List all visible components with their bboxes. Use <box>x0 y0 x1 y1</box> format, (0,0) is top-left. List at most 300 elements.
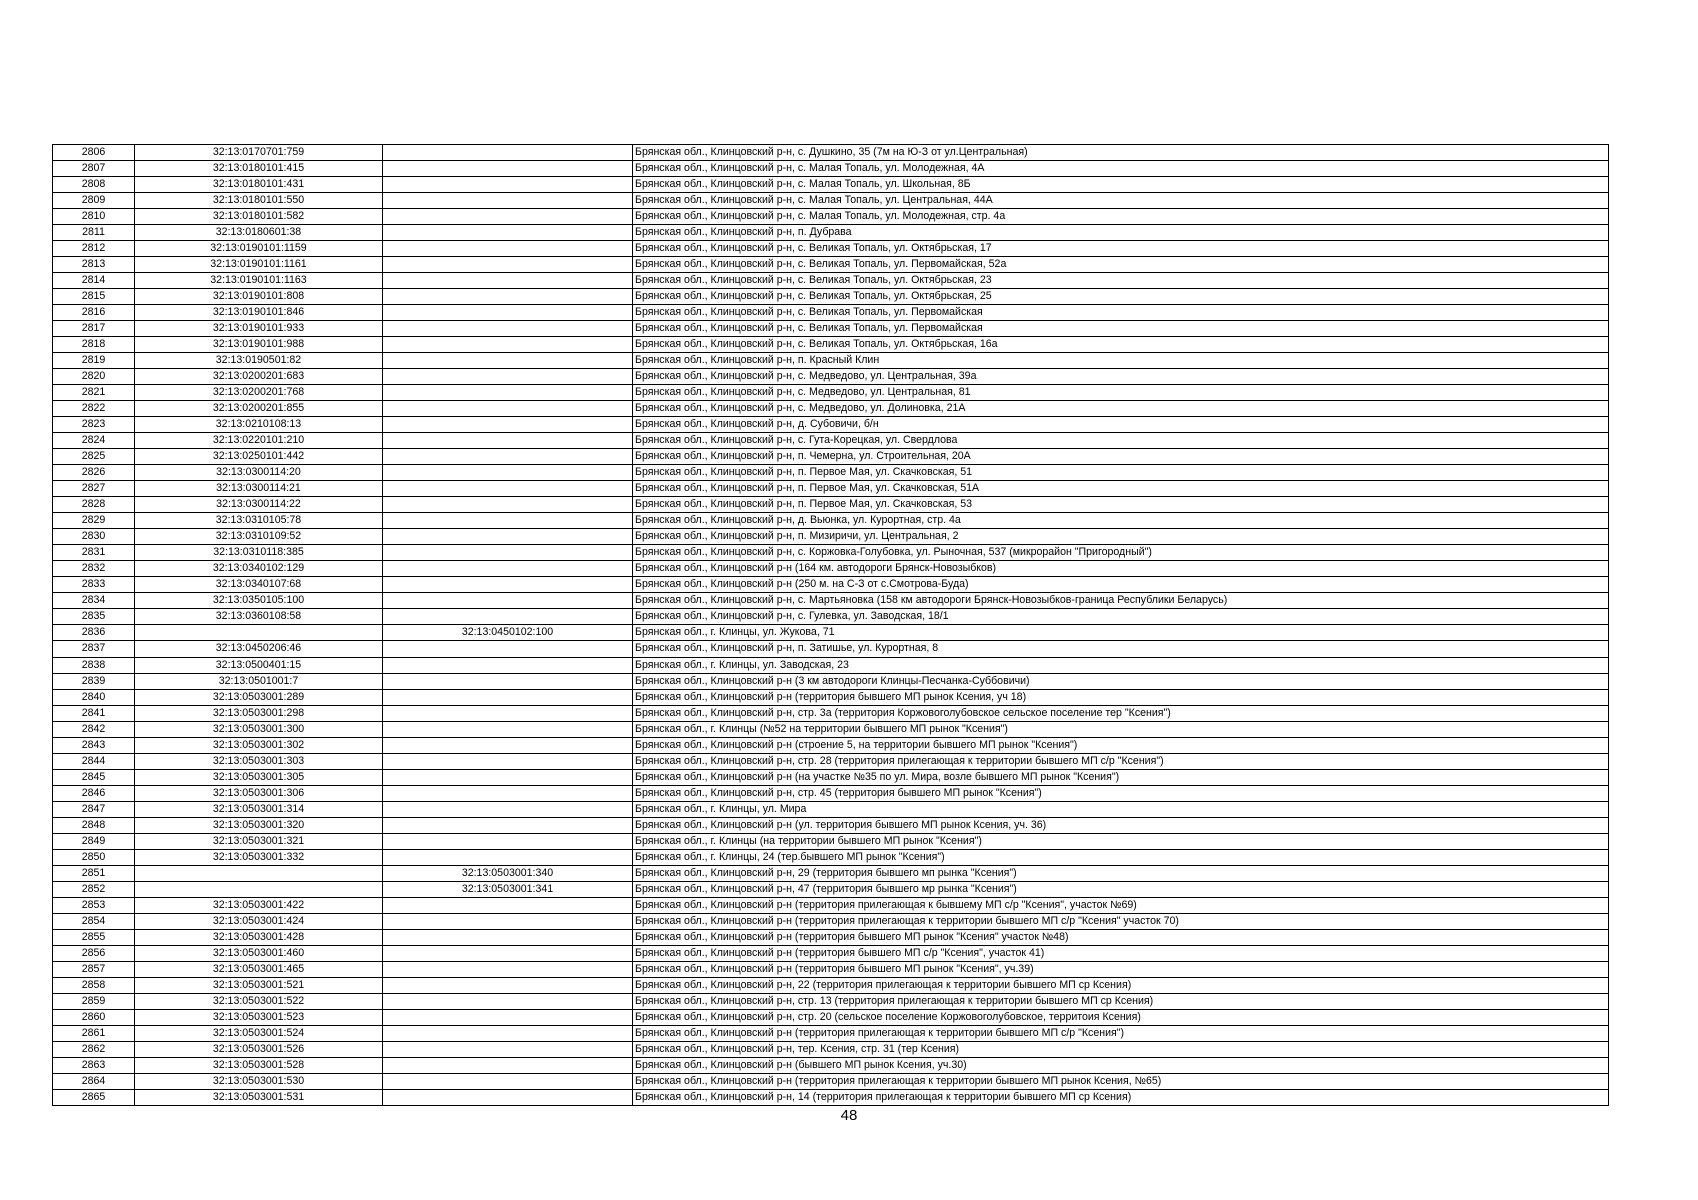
cadastral-number-cell: 32:13:0503001:305 <box>135 769 383 785</box>
cadastral-number-cell: 32:13:0300114:21 <box>135 481 383 497</box>
row-number-cell: 2811 <box>53 225 135 241</box>
address-cell: Брянская обл., Клинцовский р-н (территория бывшего МП с/р "Ксения", участок 41) <box>633 945 1609 961</box>
cadastral-number-alt-cell <box>383 289 633 305</box>
table-row <box>53 689 1609 705</box>
table-row <box>53 753 1609 769</box>
row-number-cell: 2840 <box>53 689 135 705</box>
row-number-cell: 2863 <box>53 1057 135 1073</box>
row-number-cell: 2829 <box>53 513 135 529</box>
cadastral-number-cell: 32:13:0503001:298 <box>135 705 383 721</box>
address-cell: Брянская обл., Клинцовский р-н, п. Первое Мая, ул. Скачковская, 51 <box>633 465 1609 481</box>
cadastral-number-alt-cell <box>383 225 633 241</box>
page-number: 48 <box>840 1107 858 1124</box>
table-row <box>53 177 1609 193</box>
row-number-cell: 2826 <box>53 465 135 481</box>
row-number-cell: 2849 <box>53 833 135 849</box>
row-number-cell: 2862 <box>53 1041 135 1057</box>
cadastral-number-alt-cell <box>383 1025 633 1041</box>
cadastral-number-alt-cell <box>383 657 633 673</box>
table-row <box>53 321 1609 337</box>
row-number-cell: 2843 <box>53 737 135 753</box>
address-cell: Брянская обл., Клинцовский р-н, стр. 45 (территория бывшего МП рынок "Ксения") <box>633 785 1609 801</box>
cadastral-number-alt-cell <box>383 1073 633 1089</box>
row-number-cell: 2865 <box>53 1089 135 1105</box>
cadastral-number-alt-cell <box>383 193 633 209</box>
cadastral-number-cell: 32:13:0300114:20 <box>135 465 383 481</box>
row-number-cell: 2838 <box>53 657 135 673</box>
table-row <box>53 833 1609 849</box>
cadastral-number-cell: 32:13:0300114:22 <box>135 497 383 513</box>
cadastral-number-cell: 32:13:0180101:550 <box>135 193 383 209</box>
cadastral-number-alt-cell <box>383 705 633 721</box>
cadastral-number-cell: 32:13:0503001:530 <box>135 1073 383 1089</box>
address-cell: Брянская обл., Клинцовский р-н, с. Великая Топаль, ул. Первомайская <box>633 321 1609 337</box>
row-number-cell: 2850 <box>53 849 135 865</box>
row-number-cell: 2817 <box>53 321 135 337</box>
cadastral-number-cell: 32:13:0210108:13 <box>135 417 383 433</box>
row-number-cell: 2853 <box>53 897 135 913</box>
cadastral-number-alt-cell <box>383 449 633 465</box>
table-row <box>53 209 1609 225</box>
address-cell: Брянская обл., Клинцовский р-н, с. Медведово, ул. Центральная, 81 <box>633 385 1609 401</box>
address-cell: Брянская обл., Клинцовский р-н, с. Малая Топаль, ул. Молодежная, 4А <box>633 161 1609 177</box>
address-cell: Брянская обл., Клинцовский р-н, п. Красный Клин <box>633 353 1609 369</box>
cadastral-number-alt-cell <box>383 209 633 225</box>
cadastral-number-alt-cell: 32:13:0503001:341 <box>383 881 633 897</box>
table-row <box>53 561 1609 577</box>
address-cell: Брянская обл., Клинцовский р-н, с. Великая Топаль, ул. Первомайская <box>633 305 1609 321</box>
cadastral-number-cell: 32:13:0190101:988 <box>135 337 383 353</box>
address-cell: Брянская обл., Клинцовский р-н, п. Первое Мая, ул. Скачковская, 53 <box>633 497 1609 513</box>
cadastral-number-alt-cell <box>383 769 633 785</box>
cadastral-number-alt-cell <box>383 673 633 689</box>
cadastral-number-cell: 32:13:0200201:855 <box>135 401 383 417</box>
address-cell: Брянская обл., г. Клинцы (№52 на территории бывшего МП рынок "Ксения") <box>633 721 1609 737</box>
cadastral-number-alt-cell <box>383 753 633 769</box>
cadastral-number-cell: 32:13:0180101:431 <box>135 177 383 193</box>
cadastral-number-cell: 32:13:0503001:460 <box>135 945 383 961</box>
address-cell: Брянская обл., Клинцовский р-н, стр. 3а (территория Коржовоголубовское сельское поселение тер "Ксения") <box>633 705 1609 721</box>
row-number-cell: 2825 <box>53 449 135 465</box>
table-row <box>53 1041 1609 1057</box>
address-cell: Брянская обл., Клинцовский р-н, стр. 20 (сельское поселение Коржовоголубовское, территоия Ксения) <box>633 1009 1609 1025</box>
cadastral-number-cell: 32:13:0503001:321 <box>135 833 383 849</box>
table-row <box>53 449 1609 465</box>
address-cell: Брянская обл., Клинцовский р-н, д. Субовичи, б/н <box>633 417 1609 433</box>
address-cell: Брянская обл., Клинцовский р-н, с. Медведово, ул. Центральная, 39а <box>633 369 1609 385</box>
table-row <box>53 897 1609 913</box>
cadastral-number-alt-cell <box>383 1041 633 1057</box>
cadastral-number-cell: 32:13:0310109:52 <box>135 529 383 545</box>
cadastral-number-alt-cell <box>383 609 633 625</box>
address-cell: Брянская обл., г. Клинцы, ул. Жукова, 71 <box>633 625 1609 641</box>
cadastral-number-alt-cell <box>383 465 633 481</box>
cadastral-number-alt-cell <box>383 273 633 289</box>
cadastral-number-alt-cell <box>383 513 633 529</box>
register-table-body <box>53 145 1609 1106</box>
cadastral-number-alt-cell <box>383 801 633 817</box>
cadastral-number-alt-cell: 32:13:0450102:100 <box>383 625 633 641</box>
cadastral-number-cell: 32:13:0503001:424 <box>135 913 383 929</box>
address-cell: Брянская обл., Клинцовский р-н, 47 (территория бывшего мр рынка "Ксения") <box>633 881 1609 897</box>
cadastral-number-cell: 32:13:0310105:78 <box>135 513 383 529</box>
cadastral-number-cell: 32:13:0180101:582 <box>135 209 383 225</box>
address-cell: Брянская обл., Клинцовский р-н (территория прилегающая к территории бывшего МП рынок Ксения, №65) <box>633 1073 1609 1089</box>
address-cell: Брянская обл., Клинцовский р-н, стр. 13 (территория прилегающая к территории бывшего МП ср Ксения) <box>633 993 1609 1009</box>
row-number-cell: 2852 <box>53 881 135 897</box>
cadastral-number-alt-cell <box>383 929 633 945</box>
address-cell: Брянская обл., Клинцовский р-н, с. Коржовка-Голубовка, ул. Рыночная, 537 (микрорайон "Пригородный") <box>633 545 1609 561</box>
table-row <box>53 817 1609 833</box>
table-row <box>53 337 1609 353</box>
row-number-cell: 2836 <box>53 625 135 641</box>
table-row <box>53 609 1609 625</box>
row-number-cell: 2806 <box>53 145 135 161</box>
cadastral-number-cell: 32:13:0503001:306 <box>135 785 383 801</box>
row-number-cell: 2831 <box>53 545 135 561</box>
row-number-cell: 2855 <box>53 929 135 945</box>
cadastral-number-cell: 32:13:0190101:846 <box>135 305 383 321</box>
cadastral-number-alt-cell <box>383 1009 633 1025</box>
table-row <box>53 257 1609 273</box>
address-cell: Брянская обл., г. Клинцы, 24 (тер.бывшего МП рынок "Ксения") <box>633 849 1609 865</box>
row-number-cell: 2821 <box>53 385 135 401</box>
address-cell: Брянская обл., Клинцовский р-н (строение 5, на территории бывшего МП рынок "Ксения") <box>633 737 1609 753</box>
row-number-cell: 2835 <box>53 609 135 625</box>
cadastral-number-alt-cell <box>383 817 633 833</box>
cadastral-number-cell: 32:13:0500401:15 <box>135 657 383 673</box>
cadastral-number-alt-cell <box>383 833 633 849</box>
row-number-cell: 2818 <box>53 337 135 353</box>
table-row <box>53 481 1609 497</box>
cadastral-number-cell: 32:13:0200201:768 <box>135 385 383 401</box>
row-number-cell: 2816 <box>53 305 135 321</box>
cadastral-number-cell: 32:13:0340102:129 <box>135 561 383 577</box>
cadastral-number-cell: 32:13:0503001:522 <box>135 993 383 1009</box>
table-row <box>53 433 1609 449</box>
row-number-cell: 2837 <box>53 641 135 657</box>
address-cell: Брянская обл., Клинцовский р-н, с. Душкино, 35 (7м на Ю-З от ул.Центральная) <box>633 145 1609 161</box>
row-number-cell: 2820 <box>53 369 135 385</box>
cadastral-number-alt-cell <box>383 945 633 961</box>
cadastral-number-alt-cell <box>383 177 633 193</box>
table-row <box>53 913 1609 929</box>
cadastral-number-cell: 32:13:0190101:808 <box>135 289 383 305</box>
address-cell: Брянская обл., Клинцовский р-н, с. Мартьяновка (158 км автодороги Брянск-Новозыбков-граница Республики Беларусь) <box>633 593 1609 609</box>
row-number-cell: 2844 <box>53 753 135 769</box>
address-cell: Брянская обл., Клинцовский р-н (территория бывшего МП рынок Ксения, уч 18) <box>633 689 1609 705</box>
table-row <box>53 529 1609 545</box>
row-number-cell: 2807 <box>53 161 135 177</box>
cadastral-number-cell: 32:13:0503001:332 <box>135 849 383 865</box>
cadastral-number-cell: 32:13:0170701:759 <box>135 145 383 161</box>
table-row <box>53 369 1609 385</box>
table-row <box>53 1089 1609 1105</box>
table-row <box>53 1073 1609 1089</box>
table-row <box>53 353 1609 369</box>
cadastral-number-cell <box>135 865 383 881</box>
table-row <box>53 289 1609 305</box>
cadastral-number-cell: 32:13:0250101:442 <box>135 449 383 465</box>
cadastral-number-alt-cell <box>383 305 633 321</box>
row-number-cell: 2823 <box>53 417 135 433</box>
cadastral-number-cell: 32:13:0503001:524 <box>135 1025 383 1041</box>
row-number-cell: 2830 <box>53 529 135 545</box>
row-number-cell: 2857 <box>53 961 135 977</box>
table-row <box>53 385 1609 401</box>
row-number-cell: 2839 <box>53 673 135 689</box>
table-row <box>53 593 1609 609</box>
address-cell: Брянская обл., Клинцовский р-н, с. Великая Топаль, ул. Октябрьская, 25 <box>633 289 1609 305</box>
table-row <box>53 465 1609 481</box>
address-cell: Брянская обл., Клинцовский р-н (3 км автодороги Клинцы-Песчанка-Суббовичи) <box>633 673 1609 689</box>
address-cell: Брянская обл., г. Клинцы, ул. Заводская, 23 <box>633 657 1609 673</box>
cadastral-number-cell: 32:13:0503001:465 <box>135 961 383 977</box>
row-number-cell: 2847 <box>53 801 135 817</box>
cadastral-number-alt-cell <box>383 257 633 273</box>
cadastral-number-alt-cell <box>383 993 633 1009</box>
cadastral-number-cell: 32:13:0503001:289 <box>135 689 383 705</box>
table-row <box>53 417 1609 433</box>
address-cell: Брянская обл., Клинцовский р-н (ул. территория бывшего МП рынок Ксения, уч. 36) <box>633 817 1609 833</box>
table-row <box>53 577 1609 593</box>
table-row <box>53 1009 1609 1025</box>
cadastral-number-cell <box>135 881 383 897</box>
address-cell: Брянская обл., Клинцовский р-н, п. Затишье, ул. Курортная, 8 <box>633 641 1609 657</box>
address-cell: Брянская обл., Клинцовский р-н, п. Первое Мая, ул. Скачковская, 51А <box>633 481 1609 497</box>
cadastral-number-alt-cell <box>383 529 633 545</box>
cadastral-number-cell: 32:13:0180101:415 <box>135 161 383 177</box>
row-number-cell: 2808 <box>53 177 135 193</box>
address-cell: Брянская обл., Клинцовский р-н, с. Малая Топаль, ул. Центральная, 44А <box>633 193 1609 209</box>
row-number-cell: 2848 <box>53 817 135 833</box>
cadastral-number-alt-cell <box>383 577 633 593</box>
table-row <box>53 865 1609 881</box>
cadastral-number-alt-cell <box>383 689 633 705</box>
cadastral-number-alt-cell <box>383 433 633 449</box>
cadastral-number-alt-cell <box>383 545 633 561</box>
register-table <box>52 144 1609 1106</box>
address-cell: Брянская обл., Клинцовский р-н, 22 (территория прилегающая к территории бывшего МП ср Ксения) <box>633 977 1609 993</box>
cadastral-number-cell: 32:13:0360108:58 <box>135 609 383 625</box>
table-row <box>53 161 1609 177</box>
cadastral-number-alt-cell <box>383 353 633 369</box>
address-cell: Брянская обл., Клинцовский р-н, с. Гулевка, ул. Заводская, 18/1 <box>633 609 1609 625</box>
table-row <box>53 241 1609 257</box>
cadastral-number-cell: 32:13:0190101:933 <box>135 321 383 337</box>
table-row <box>53 945 1609 961</box>
table-row <box>53 545 1609 561</box>
cadastral-number-cell: 32:13:0503001:320 <box>135 817 383 833</box>
cadastral-number-alt-cell <box>383 401 633 417</box>
cadastral-number-alt-cell <box>383 1089 633 1105</box>
cadastral-number-cell: 32:13:0503001:523 <box>135 1009 383 1025</box>
cadastral-number-alt-cell <box>383 481 633 497</box>
cadastral-number-alt-cell <box>383 497 633 513</box>
cadastral-number-alt-cell <box>383 385 633 401</box>
table-row <box>53 993 1609 1009</box>
cadastral-number-alt-cell <box>383 145 633 161</box>
address-cell: Брянская обл., Клинцовский р-н, с. Великая Топаль, ул. Октябрьская, 17 <box>633 241 1609 257</box>
cadastral-number-alt-cell <box>383 737 633 753</box>
cadastral-number-cell: 32:13:0503001:302 <box>135 737 383 753</box>
cadastral-number-alt-cell <box>383 1057 633 1073</box>
cadastral-number-alt-cell <box>383 961 633 977</box>
table-row <box>53 785 1609 801</box>
cadastral-number-cell: 32:13:0190501:82 <box>135 353 383 369</box>
address-cell: Брянская обл., Клинцовский р-н, 29 (территория бывшего мп рынка "Ксения") <box>633 865 1609 881</box>
cadastral-number-cell: 32:13:0503001:422 <box>135 897 383 913</box>
row-number-cell: 2824 <box>53 433 135 449</box>
row-number-cell: 2845 <box>53 769 135 785</box>
table-row <box>53 929 1609 945</box>
address-cell: Брянская обл., Клинцовский р-н (территория бывшего МП рынок "Ксения", уч.39) <box>633 961 1609 977</box>
table-row <box>53 497 1609 513</box>
cadastral-number-alt-cell <box>383 369 633 385</box>
address-cell: Брянская обл., Клинцовский р-н, стр. 28 (территория прилегающая к территории бывшего МП с/р "Ксения") <box>633 753 1609 769</box>
cadastral-number-cell <box>135 625 383 641</box>
cadastral-number-cell: 32:13:0503001:314 <box>135 801 383 817</box>
cadastral-number-alt-cell <box>383 897 633 913</box>
address-cell: Брянская обл., Клинцовский р-н, п. Мизиричи, ул. Центральная, 2 <box>633 529 1609 545</box>
address-cell: Брянская обл., г. Клинцы, ул. Мира <box>633 801 1609 817</box>
cadastral-number-alt-cell <box>383 721 633 737</box>
row-number-cell: 2815 <box>53 289 135 305</box>
row-number-cell: 2846 <box>53 785 135 801</box>
table-row <box>53 849 1609 865</box>
address-cell: Брянская обл., Клинцовский р-н (территория бывшего МП рынок "Ксения" участок №48) <box>633 929 1609 945</box>
cadastral-number-cell: 32:13:0190101:1161 <box>135 257 383 273</box>
cadastral-number-cell: 32:13:0310118:385 <box>135 545 383 561</box>
row-number-cell: 2860 <box>53 1009 135 1025</box>
row-number-cell: 2834 <box>53 593 135 609</box>
table-row <box>53 641 1609 657</box>
table-row <box>53 721 1609 737</box>
row-number-cell: 2812 <box>53 241 135 257</box>
address-cell: Брянская обл., Клинцовский р-н, д. Вьюнка, ул. Курортная, стр. 4а <box>633 513 1609 529</box>
row-number-cell: 2832 <box>53 561 135 577</box>
cadastral-number-cell: 32:13:0503001:521 <box>135 977 383 993</box>
row-number-cell: 2841 <box>53 705 135 721</box>
row-number-cell: 2859 <box>53 993 135 1009</box>
row-number-cell: 2864 <box>53 1073 135 1089</box>
row-number-cell: 2842 <box>53 721 135 737</box>
address-cell: Брянская обл., Клинцовский р-н (164 км. автодороги Брянск-Новозыбков) <box>633 561 1609 577</box>
table-row <box>53 305 1609 321</box>
address-cell: Брянская обл., Клинцовский р-н, с. Великая Топаль, ул. Октябрьская, 16а <box>633 337 1609 353</box>
row-number-cell: 2810 <box>53 209 135 225</box>
cadastral-number-cell: 32:13:0503001:428 <box>135 929 383 945</box>
address-cell: Брянская обл., Клинцовский р-н, с. Великая Топаль, ул. Первомайская, 52а <box>633 257 1609 273</box>
row-number-cell: 2828 <box>53 497 135 513</box>
cadastral-number-cell: 32:13:0220101:210 <box>135 433 383 449</box>
table-row <box>53 625 1609 641</box>
row-number-cell: 2814 <box>53 273 135 289</box>
table-row <box>53 145 1609 161</box>
table-row <box>53 737 1609 753</box>
cadastral-number-cell: 32:13:0503001:526 <box>135 1041 383 1057</box>
address-cell: Брянская обл., Клинцовский р-н (бывшего МП рынок Ксения, уч.30) <box>633 1057 1609 1073</box>
address-cell: Брянская обл., Клинцовский р-н, с. Великая Топаль, ул. Октябрьская, 23 <box>633 273 1609 289</box>
address-cell: Брянская обл., Клинцовский р-н, с. Малая Топаль, ул. Школьная, 8Б <box>633 177 1609 193</box>
table-row <box>53 769 1609 785</box>
row-number-cell: 2854 <box>53 913 135 929</box>
cadastral-number-alt-cell <box>383 417 633 433</box>
address-cell: Брянская обл., Клинцовский р-н (на участке №35 по ул. Мира, возле бывшего МП рынок "Ксения") <box>633 769 1609 785</box>
row-number-cell: 2822 <box>53 401 135 417</box>
cadastral-number-alt-cell: 32:13:0503001:340 <box>383 865 633 881</box>
row-number-cell: 2809 <box>53 193 135 209</box>
table-row <box>53 225 1609 241</box>
address-cell: Брянская обл., Клинцовский р-н, с. Медведово, ул. Долиновка, 21А <box>633 401 1609 417</box>
row-number-cell: 2856 <box>53 945 135 961</box>
table-row <box>53 513 1609 529</box>
table-row <box>53 801 1609 817</box>
cadastral-number-alt-cell <box>383 241 633 257</box>
address-cell: Брянская обл., Клинцовский р-н, 14 (территория прилегающая к территории бывшего МП ср Ксения) <box>633 1089 1609 1105</box>
address-cell: Брянская обл., Клинцовский р-н, с. Гута-Корецкая, ул. Свердлова <box>633 433 1609 449</box>
cadastral-number-alt-cell <box>383 849 633 865</box>
row-number-cell: 2833 <box>53 577 135 593</box>
row-number-cell: 2819 <box>53 353 135 369</box>
row-number-cell: 2851 <box>53 865 135 881</box>
table-row <box>53 1025 1609 1041</box>
cadastral-number-cell: 32:13:0190101:1159 <box>135 241 383 257</box>
table-row <box>53 401 1609 417</box>
cadastral-number-alt-cell <box>383 561 633 577</box>
cadastral-number-cell: 32:13:0180601:38 <box>135 225 383 241</box>
cadastral-number-cell: 32:13:0503001:531 <box>135 1089 383 1105</box>
table-row <box>53 705 1609 721</box>
cadastral-number-alt-cell <box>383 913 633 929</box>
cadastral-number-alt-cell <box>383 785 633 801</box>
address-cell: Брянская обл., Клинцовский р-н, тер. Ксения, стр. 31 (тер Ксения) <box>633 1041 1609 1057</box>
cadastral-number-alt-cell <box>383 337 633 353</box>
cadastral-number-alt-cell <box>383 977 633 993</box>
cadastral-number-cell: 32:13:0503001:303 <box>135 753 383 769</box>
cadastral-number-alt-cell <box>383 641 633 657</box>
cadastral-number-alt-cell <box>383 593 633 609</box>
cadastral-number-cell: 32:13:0503001:300 <box>135 721 383 737</box>
cadastral-number-alt-cell <box>383 321 633 337</box>
cadastral-number-cell: 32:13:0200201:683 <box>135 369 383 385</box>
table-row <box>53 1057 1609 1073</box>
address-cell: Брянская обл., Клинцовский р-н (250 м. на С-З от с.Смотрова-Буда) <box>633 577 1609 593</box>
cadastral-number-cell: 32:13:0190101:1163 <box>135 273 383 289</box>
cadastral-number-cell: 32:13:0350105:100 <box>135 593 383 609</box>
table-row <box>53 977 1609 993</box>
cadastral-number-cell: 32:13:0501001:7 <box>135 673 383 689</box>
table-row <box>53 961 1609 977</box>
address-cell: Брянская обл., Клинцовский р-н (территория прилегающая к территории бывшего МП с/р "Ксения" участок 70) <box>633 913 1609 929</box>
address-cell: Брянская обл., Клинцовский р-н, с. Малая Топаль, ул. Молодежная, стр. 4а <box>633 209 1609 225</box>
row-number-cell: 2827 <box>53 481 135 497</box>
address-cell: Брянская обл., Клинцовский р-н (территория прилегающая к территории бывшего МП с/р "Ксения") <box>633 1025 1609 1041</box>
address-cell: Брянская обл., Клинцовский р-н, п. Дубрава <box>633 225 1609 241</box>
cadastral-number-cell: 32:13:0450206:46 <box>135 641 383 657</box>
address-cell: Брянская обл., Клинцовский р-н, п. Чемерна, ул. Строительная, 20А <box>633 449 1609 465</box>
row-number-cell: 2858 <box>53 977 135 993</box>
row-number-cell: 2813 <box>53 257 135 273</box>
address-cell: Брянская обл., г. Клинцы (на территории бывшего МП рынок "Ксения") <box>633 833 1609 849</box>
address-cell: Брянская обл., Клинцовский р-н (территория прилегающая к бывшему МП с/р "Ксения", участок №69) <box>633 897 1609 913</box>
table-row <box>53 673 1609 689</box>
row-number-cell: 2861 <box>53 1025 135 1041</box>
table-row <box>53 657 1609 673</box>
cadastral-number-cell: 32:13:0340107:68 <box>135 577 383 593</box>
cadastral-number-cell: 32:13:0503001:528 <box>135 1057 383 1073</box>
cadastral-number-alt-cell <box>383 161 633 177</box>
